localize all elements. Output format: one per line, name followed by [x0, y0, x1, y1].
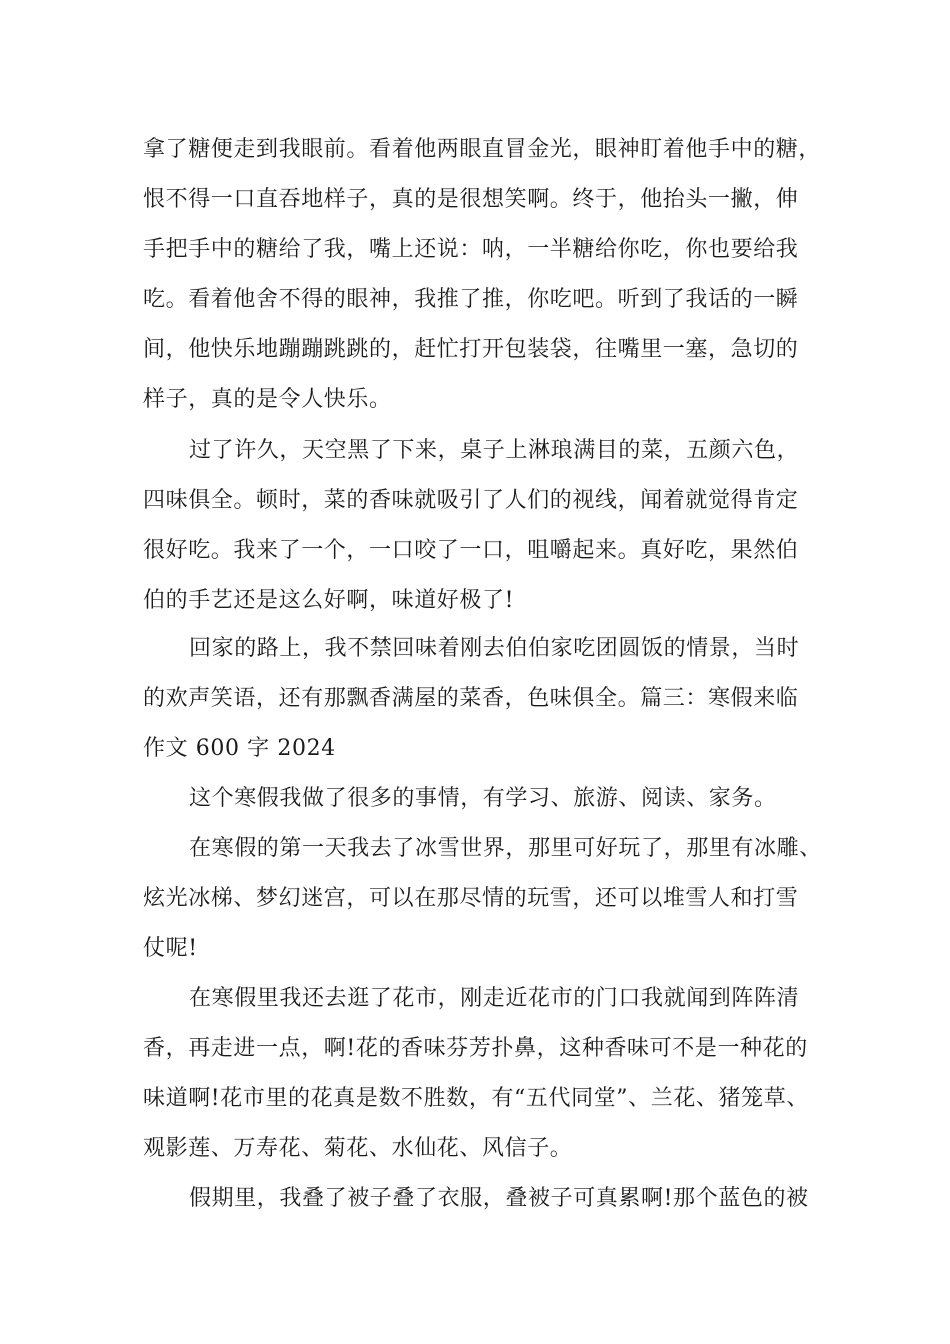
paragraph-first-line: 过了许久，天空黑了下来，桌子上淋琅满目的菜，五颜六色， — [189, 438, 800, 463]
text-line: 手把手中的糖给了我，嘴上还说：呐，一半糖给你吃，你也要给我 — [143, 237, 799, 262]
text-line: 炫光冰梯、梦幻迷宫，可以在那尽情的玩雪，还可以堆雪人和打雪 — [143, 886, 799, 911]
paragraph-first-line: 在寒假里我还去逛了花市，刚走近花市的门口我就闻到阵阵清 — [189, 986, 800, 1011]
text-line: 拿了糖便走到我眼前。看着他两眼直冒金光，眼神盯着他手中的糖， — [143, 137, 822, 162]
text-line: 很好吃。我来了一个，一口咬了一口，咀嚼起来。真好吃，果然伯 — [143, 538, 799, 563]
text-line: 伯的手艺还是这么好啊，味道好极了! — [143, 588, 515, 613]
text-line: 香，再走进一点，啊!花的香味芬芳扑鼻，这种香味可不是一种花的 — [143, 1036, 808, 1061]
text-line: 的欢声笑语，还有那飘香满屋的菜香，色味俱全。篇三：寒假来临 — [143, 686, 799, 711]
paragraph-first-line: 回家的路上，我不禁回味着刚去伯伯家吃团圆饭的情景，当时 — [189, 636, 800, 661]
text-line: 仗呢! — [143, 936, 198, 961]
paragraph-first-line: 这个寒假我做了很多的事情，有学习、旅游、阅读、家务。 — [189, 786, 777, 811]
text-line: 样子，真的是令人快乐。 — [143, 387, 392, 412]
text-line: 恨不得一口直吞地样子，真的是很想笑啊。终于，他抬头一撇，伸 — [143, 187, 799, 212]
text-line: 作文 600 字 2024 — [143, 736, 336, 761]
text-line: 吃。看着他舍不得的眼神，我推了推，你吃吧。听到了我话的一瞬 — [143, 287, 799, 312]
paragraph-first-line: 假期里，我叠了被子叠了衣服，叠被子可真累啊!那个蓝色的被 — [189, 1186, 809, 1211]
text-line: 四味俱全。顿时，菜的香味就吸引了人们的视线，闻着就觉得肯定 — [143, 488, 799, 513]
text-line: 观影莲、万寿花、菊花、水仙花、风信子。 — [143, 1136, 573, 1161]
text-line: 间，他快乐地蹦蹦跳跳的，赶忙打开包装袋，往嘴里一塞，急切的 — [143, 337, 799, 362]
text-line: 味道啊!花市里的花真是数不胜数，有“五代同堂”、兰花、猪笼草、 — [143, 1086, 809, 1111]
paragraph-first-line: 在寒假的第一天我去了冰雪世界，那里可好玩了，那里有冰雕、 — [189, 836, 822, 861]
